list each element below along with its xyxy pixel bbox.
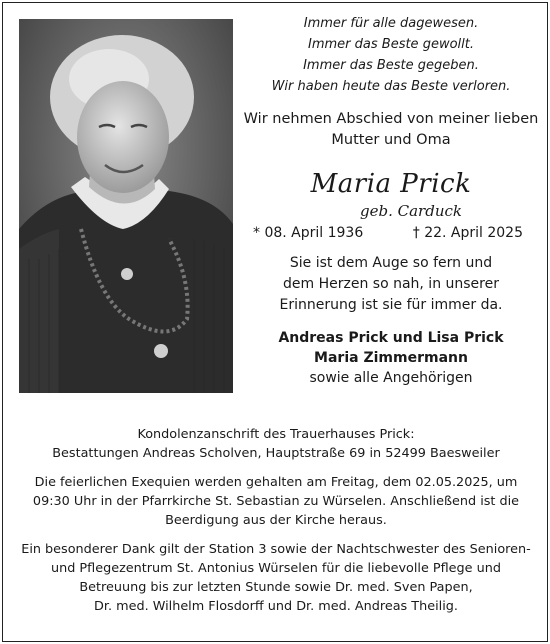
portrait-photo xyxy=(19,19,233,393)
poem-line: Immer das Beste gewollt. xyxy=(308,37,474,52)
mourner-line: Andreas Prick und Lisa Prick xyxy=(278,330,504,346)
condolence-line: Bestattungen Andreas Scholven, Hauptstraße 69 in 52499 Baesweiler xyxy=(52,446,500,461)
intro-text xyxy=(239,109,543,151)
condolence-line: Kondolenzanschrift des Trauerhauses Prick: xyxy=(137,427,415,442)
quote-line: dem Herzen so nah, in unserer xyxy=(283,276,499,292)
service-line: Beerdigung aus der Kirche heraus. xyxy=(165,513,387,528)
mourner-line: Maria Zimmermann xyxy=(314,350,468,366)
service-line: Die feierlichen Exequien werden gehalten am Freitag, dem 02.05.2025, um xyxy=(34,475,518,490)
quote-line: Erinnerung ist sie für immer da. xyxy=(279,297,503,313)
thanks-line: Ein besonderer Dank gilt der Station 3 sowie der Nachtschwester des Senioren- xyxy=(21,542,531,557)
intro-line: Mutter und Oma xyxy=(331,132,451,148)
poem-line: Immer für alle dagewesen. xyxy=(303,16,479,31)
memorial-quote xyxy=(239,253,543,316)
condolence-address xyxy=(13,425,539,463)
death-date: † 22. April 2025 xyxy=(412,225,523,241)
notice-details xyxy=(13,425,539,626)
poem-line: Wir haben heute das Beste verloren. xyxy=(271,79,511,94)
quote-line: Sie ist dem Auge so fern und xyxy=(289,255,493,271)
birth-name: geb. Carduck xyxy=(360,202,462,220)
service-line: 09:30 Uhr in der Pfarrkirche St. Sebastian zu Würselen. Anschließend ist die xyxy=(32,494,520,509)
birth-date: * 08. April 1936 xyxy=(253,225,364,241)
text-column xyxy=(239,11,543,388)
obituary-card xyxy=(2,2,548,642)
poem-line: Immer das Beste gegeben. xyxy=(303,58,479,73)
deceased-name: Maria Prick xyxy=(310,169,472,199)
acknowledgement xyxy=(13,540,539,616)
life-dates xyxy=(239,223,543,243)
poem xyxy=(239,13,543,97)
service-info xyxy=(13,473,539,530)
thanks-line: und Pflegezentrum St. Antonius Würselen für die liebevolle Pflege und xyxy=(51,561,501,576)
thanks-line: Betreuung bis zur letzten Stunde sowie Dr. med. Sven Papen, xyxy=(79,580,473,595)
mourners xyxy=(239,328,543,388)
relatives-line: sowie alle Angehörigen xyxy=(309,370,473,386)
intro-line: Wir nehmen Abschied von meiner lieben xyxy=(243,111,539,127)
thanks-line: Dr. med. Wilhelm Flosdorff und Dr. med. Andreas Theilig. xyxy=(94,599,458,614)
